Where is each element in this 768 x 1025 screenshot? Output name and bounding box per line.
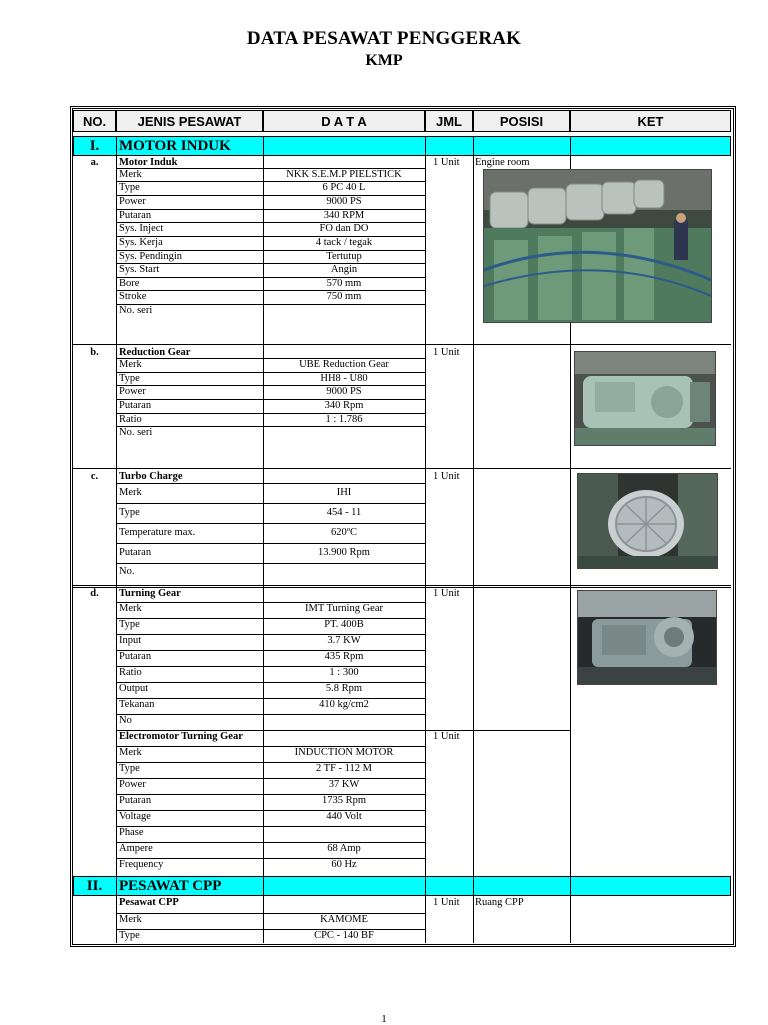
group-quantity: 1 Unit	[433, 471, 460, 482]
spec-value: 1 : 1.786	[325, 414, 363, 425]
spec-label: Sys. Pendingin	[119, 251, 183, 262]
spec-value: 6 PC 40 L	[322, 182, 366, 193]
column-divider	[425, 156, 426, 876]
spec-label: Power	[119, 196, 146, 207]
spec-label: Stroke	[119, 291, 147, 302]
main-engine-photo	[483, 169, 712, 323]
spec-label: Type	[119, 619, 140, 630]
spec-value: 435 Rpm	[324, 651, 364, 662]
spec-label: Bore	[119, 278, 140, 289]
spec-label: Merk	[119, 747, 142, 758]
section-number: II.	[86, 877, 103, 894]
column-divider	[425, 896, 426, 943]
spec-value: 620ºC	[330, 527, 357, 538]
spec-label: Putaran	[119, 795, 152, 806]
spec-value: 13.900 Rpm	[318, 547, 370, 558]
spec-label: Putaran	[119, 651, 152, 662]
spec-label: Power	[119, 386, 146, 397]
row-divider	[116, 503, 425, 504]
header-jml: JML	[425, 110, 473, 132]
turbo-charger-photo	[577, 473, 718, 569]
spec-value: 68 Amp	[327, 843, 361, 854]
page-number: 1	[381, 1013, 387, 1025]
group-number: d.	[90, 588, 99, 599]
row-divider	[73, 468, 731, 469]
column-divider	[570, 876, 571, 896]
spec-value: 2 TF - 112 M	[315, 763, 372, 774]
group-quantity: 1 Unit	[433, 731, 460, 742]
spec-value: 570 mm	[326, 278, 362, 289]
spec-label: Putaran	[119, 547, 152, 558]
spec-label: Merk	[119, 359, 142, 370]
header-data: D A T A	[263, 110, 425, 132]
spec-value: INDUCTION MOTOR	[294, 747, 394, 758]
header-ket: KET	[570, 110, 731, 132]
section-number: I.	[89, 137, 100, 154]
spec-label: No. seri	[119, 427, 153, 438]
spec-value: 37 KW	[328, 779, 360, 790]
group-name: Pesawat CPP	[119, 897, 179, 908]
spec-value: HH8 - U80	[320, 373, 368, 384]
spec-value: Angin	[330, 264, 358, 275]
group-number: a.	[90, 157, 99, 168]
spec-value: KAMOME	[320, 914, 368, 925]
spec-label: Input	[119, 635, 142, 646]
page-subtitle: KMP	[365, 52, 403, 69]
spec-value: PT. 400B	[324, 619, 364, 630]
spec-label: Putaran	[119, 210, 152, 221]
group-name: Motor Induk	[119, 157, 178, 168]
column-divider	[473, 136, 474, 156]
spec-value: 4 tack / tegak	[315, 237, 373, 248]
header-posisi: POSISI	[473, 110, 570, 132]
spec-value: CPC - 140 BF	[314, 930, 374, 941]
spec-label: Temperature max.	[119, 527, 196, 538]
spec-label: Sys. Kerja	[119, 237, 163, 248]
group-number: b.	[90, 347, 99, 358]
header-jenis-pesawat: JENIS PESAWAT	[116, 110, 263, 132]
column-divider	[425, 876, 426, 896]
group-name: Electromotor Turning Gear	[119, 731, 243, 742]
row-divider	[116, 543, 425, 544]
spec-label: Type	[119, 930, 140, 941]
spec-value: 1 : 300	[329, 667, 359, 678]
section-title: MOTOR INDUK	[119, 137, 231, 154]
row-divider	[73, 344, 731, 345]
section-title: PESAWAT CPP	[119, 877, 222, 894]
spec-label: Tekanan	[119, 699, 155, 710]
group-name: Reduction Gear	[119, 347, 191, 358]
spec-value: NKK S.E.M.P PIELSTICK	[286, 169, 402, 180]
row-divider	[116, 563, 425, 564]
spec-label: Merk	[119, 914, 142, 925]
column-divider	[473, 156, 474, 876]
spec-label: Merk	[119, 169, 142, 180]
spec-label: Voltage	[119, 811, 151, 822]
spec-value: FO dan DO	[319, 223, 369, 234]
page-title: DATA PESAWAT PENGGERAK	[246, 28, 522, 49]
spec-label: Power	[119, 779, 146, 790]
row-divider	[116, 730, 570, 731]
row-divider	[116, 483, 425, 484]
group-quantity: 1 Unit	[433, 157, 460, 168]
header-no: NO.	[73, 110, 116, 132]
spec-value: 410 kg/cm2	[319, 699, 369, 710]
column-divider	[263, 876, 264, 896]
column-divider	[116, 156, 117, 876]
column-divider	[425, 136, 426, 156]
row-divider	[116, 426, 425, 427]
column-divider	[570, 896, 571, 943]
group-position: Ruang CPP	[475, 897, 524, 908]
spec-value: 750 mm	[326, 291, 362, 302]
group-quantity: 1 Unit	[433, 897, 460, 908]
spec-value: 340 RPM	[323, 210, 365, 221]
spec-label: Ampere	[119, 843, 153, 854]
spec-label: Putaran	[119, 400, 152, 411]
spec-value: 9000 PS	[326, 196, 362, 207]
spec-value: 440 Volt	[326, 811, 362, 822]
spec-label: Phase	[119, 827, 144, 838]
column-divider	[570, 136, 571, 156]
group-name: Turning Gear	[119, 588, 181, 599]
column-divider	[473, 876, 474, 896]
spec-label: Type	[119, 763, 140, 774]
spec-label: Type	[119, 373, 140, 384]
row-divider	[116, 523, 425, 524]
spec-label: Ratio	[119, 414, 142, 425]
spec-value: 60 Hz	[331, 859, 357, 870]
spec-label: No.	[119, 566, 135, 577]
spec-value: 9000 PS	[326, 386, 362, 397]
spec-value: 3.7 KW	[327, 635, 361, 646]
spec-label: Ratio	[119, 667, 142, 678]
spec-label: Merk	[119, 487, 142, 498]
reduction-gear-photo	[574, 351, 716, 446]
row-divider	[116, 826, 425, 827]
group-number: c.	[90, 471, 99, 482]
spec-label: Frequency	[119, 859, 164, 870]
spec-label: Output	[119, 683, 149, 694]
spec-value: 1735 Rpm	[321, 795, 367, 806]
column-divider	[473, 896, 474, 943]
spec-label: Merk	[119, 603, 142, 614]
spec-value: IMT Turning Gear	[305, 603, 383, 614]
spec-label: Type	[119, 182, 140, 193]
group-name: Turbo Charge	[119, 471, 183, 482]
row-divider	[73, 585, 731, 586]
spec-value: IHI	[336, 487, 352, 498]
turning-gear-photo	[577, 590, 717, 685]
spec-value: UBE Reduction Gear	[299, 359, 389, 370]
spec-label: Sys. Start	[119, 264, 160, 275]
group-quantity: 1 Unit	[433, 588, 460, 599]
spec-label: Sys. Inject	[119, 223, 164, 234]
column-divider	[263, 136, 264, 156]
group-quantity: 1 Unit	[433, 347, 460, 358]
spec-value: 454 - 11	[326, 507, 362, 518]
spec-value: Tertutup	[326, 251, 362, 262]
row-divider	[116, 714, 425, 715]
spec-label: Type	[119, 507, 140, 518]
column-divider	[116, 896, 117, 943]
group-position: Engine room	[475, 157, 530, 168]
row-divider	[116, 304, 425, 305]
spec-label: No. seri	[119, 305, 153, 316]
spec-label: No	[119, 715, 132, 726]
spec-value: 5.8 Rpm	[325, 683, 363, 694]
spec-value: 340 Rpm	[324, 400, 364, 411]
